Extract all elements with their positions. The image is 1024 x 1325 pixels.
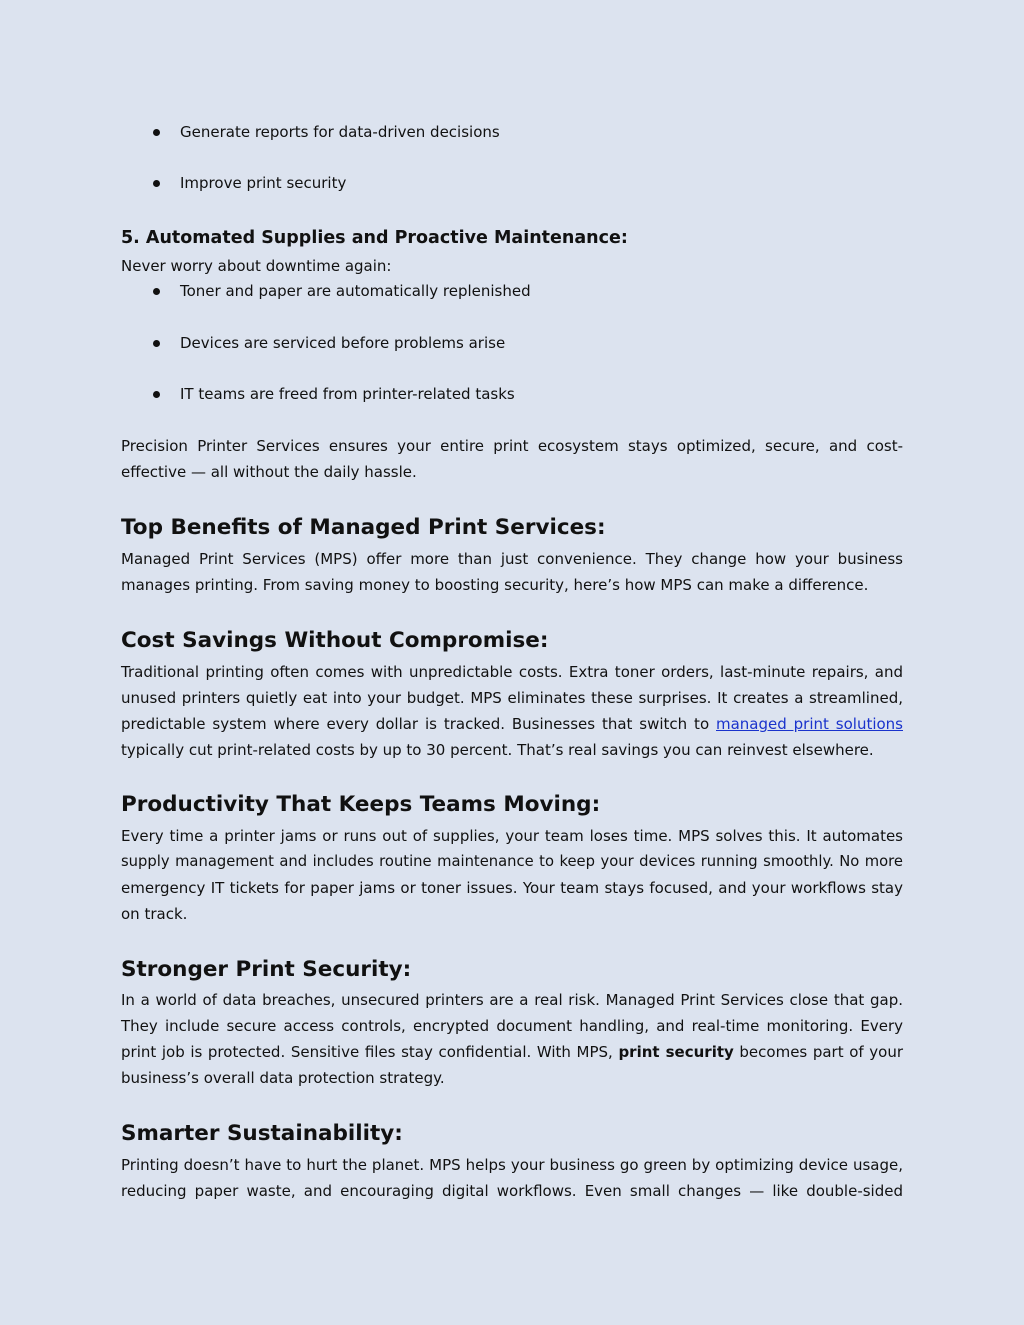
section-paragraph: [121, 987, 903, 1091]
section-paragraph: [121, 823, 903, 927]
text-fragment: print job is protected. Sensitive files stay confidential. With MPS,: [121, 1043, 619, 1061]
section-intro: Never worry about downtime again:: [121, 257, 392, 275]
section-heading: Cost Savings Without Compromise:: [121, 628, 549, 653]
section-heading: Productivity That Keeps Teams Moving:: [121, 792, 601, 817]
bold-term: print security: [618, 1043, 734, 1061]
list-item: [153, 281, 531, 301]
text-line: [121, 1039, 903, 1065]
text-line: Printing doesn’t have to hurt the planet. MPS helps your business go green by optimizing device usage,: [121, 1156, 903, 1174]
text-line: In a world of data breaches, unsecured printers are a real risk. Managed Print Services close that gap.: [121, 991, 903, 1009]
text-line: business’s overall data protection strategy.: [121, 1069, 445, 1087]
closing-paragraph: [121, 433, 903, 485]
text-line: unused printers quietly eat into your budget. MPS eliminates these surprises. It creates a streamlined,: [121, 689, 903, 707]
section-heading: Stronger Print Security:: [121, 957, 412, 982]
section-paragraph: [121, 1152, 903, 1204]
list-item-text: Improve print security: [180, 174, 347, 192]
text-line: They include secure access controls, encrypted document handling, and real-time monitoring. Every: [121, 1017, 903, 1035]
text-line: effective — all without the daily hassle.: [121, 463, 417, 481]
text-line: reducing paper waste, and encouraging digital workflows. Even small changes — like double-sided: [121, 1182, 903, 1200]
section-heading: Top Benefits of Managed Print Services:: [121, 515, 606, 540]
bullet-icon: [153, 288, 160, 295]
text-fragment: predictable system where every dollar is tracked. Businesses that switch to: [121, 715, 716, 733]
bullet-icon: [153, 391, 160, 398]
section-paragraph: [121, 546, 903, 598]
text-line: manages printing. From saving money to boosting security, here’s how MPS can make a difference.: [121, 576, 869, 594]
list-item: [153, 384, 515, 404]
text-line: emergency IT tickets for paper jams or toner issues. Your team stays focused, and your workflows stay: [121, 879, 903, 897]
section-paragraph: [121, 659, 903, 763]
bullet-icon: [153, 180, 160, 187]
text-line: Managed Print Services (MPS) offer more than just convenience. They change how your business: [121, 550, 903, 568]
list-item: [153, 122, 500, 142]
text-line: Traditional printing often comes with unpredictable costs. Extra toner orders, last-minute repairs, and: [121, 663, 903, 681]
list-item-text: Generate reports for data-driven decisions: [180, 123, 500, 141]
text-line: Precision Printer Services ensures your entire print ecosystem stays optimized, secure, and cost-: [121, 437, 903, 455]
text-line: typically cut print-related costs by up to 30 percent. That’s real savings you can reinvest elsewhere.: [121, 741, 874, 759]
managed-print-solutions-link[interactable]: managed print solutions: [716, 715, 903, 733]
section-heading: Smarter Sustainability:: [121, 1121, 403, 1146]
list-item: [153, 333, 505, 353]
bullet-icon: [153, 129, 160, 136]
list-item: [153, 173, 346, 193]
list-item-text: IT teams are freed from printer-related tasks: [180, 385, 515, 403]
bullet-icon: [153, 340, 160, 347]
text-line: Every time a printer jams or runs out of supplies, your team loses time. MPS solves this. It automates: [121, 827, 903, 845]
text-line: [121, 711, 903, 737]
section-heading: 5. Automated Supplies and Proactive Maintenance:: [121, 228, 628, 248]
text-line: on track.: [121, 905, 188, 923]
text-fragment: becomes part of your: [733, 1043, 904, 1061]
list-item-text: Devices are serviced before problems arise: [180, 334, 506, 352]
list-item-text: Toner and paper are automatically replenished: [180, 282, 531, 300]
text-line: supply management and includes routine maintenance to keep your devices running smoothly. No more: [121, 853, 903, 870]
